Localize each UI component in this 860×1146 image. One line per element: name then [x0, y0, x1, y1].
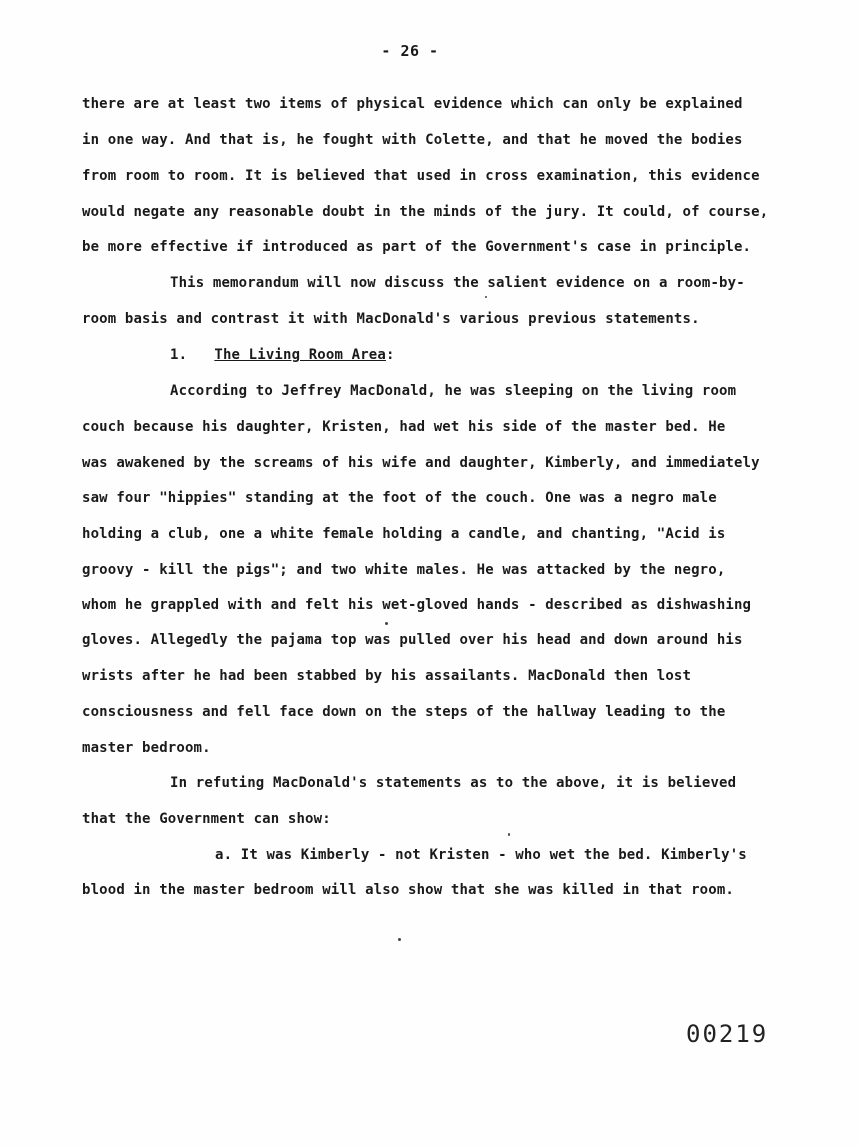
- scan-speck: [385, 622, 388, 625]
- text-line: there are at least two items of physical evidence which can only be explained: [82, 96, 743, 112]
- text-line: According to Jeffrey MacDonald, he was sleeping on the living room: [170, 383, 737, 399]
- text-line: that the Government can show:: [82, 811, 331, 827]
- text-line: master bedroom.: [82, 740, 211, 756]
- text-line: groovy - kill the pigs"; and two white males. He was attacked by the negro,: [82, 562, 726, 578]
- text-line: be more effective if introduced as part of the Government's case in principle.: [82, 239, 752, 255]
- text-line: in one way. And that is, he fought with Colette, and that he moved the bodies: [82, 132, 743, 148]
- scan-speck: [508, 833, 510, 836]
- text-line: holding a club, one a white female holding a candle, and chanting, "Acid is: [82, 526, 726, 542]
- text-line: room basis and contrast it with MacDonald's various previous statements.: [82, 311, 700, 327]
- text-line: would negate any reasonable doubt in the minds of the jury. It could, of course,: [82, 204, 769, 220]
- text-line: a. It was Kimberly - not Kristen - who wet the bed. Kimberly's: [215, 847, 747, 863]
- section-colon: :: [385, 347, 395, 363]
- text-line: This memorandum will now discuss the salient evidence on a room-by-: [170, 275, 745, 291]
- text-line: couch because his daughter, Kristen, had wet his side of the master bed. He: [82, 419, 726, 435]
- text-line: from room to room. It is believed that used in cross examination, this evidence: [82, 168, 760, 184]
- section-heading: [170, 347, 395, 363]
- text-line: consciousness and fell face down on the steps of the hallway leading to the: [82, 704, 726, 720]
- text-line: gloves. Allegedly the pajama top was pulled over his head and down around his: [82, 632, 743, 648]
- text-line: whom he grappled with and felt his wet-gloved hands - described as dishwashing: [82, 597, 752, 613]
- text-line: blood in the master bedroom will also show that she was killed in that room.: [82, 882, 734, 898]
- page-number: - 26 -: [381, 42, 439, 60]
- scan-speck: [398, 938, 401, 941]
- text-line: saw four "hippies" standing at the foot of the couch. One was a negro male: [82, 490, 717, 506]
- text-line: was awakened by the screams of his wife and daughter, Kimberly, and immediately: [82, 455, 760, 471]
- text-line: wrists after he had been stabbed by his assailants. MacDonald then lost: [82, 668, 692, 684]
- text-line: In refuting MacDonald's statements as to the above, it is believed: [170, 775, 737, 791]
- bates-number: 00219: [686, 1020, 769, 1048]
- scan-speck: [485, 296, 487, 298]
- section-title: The Living Room Area: [214, 347, 386, 363]
- section-number: 1.: [170, 347, 188, 363]
